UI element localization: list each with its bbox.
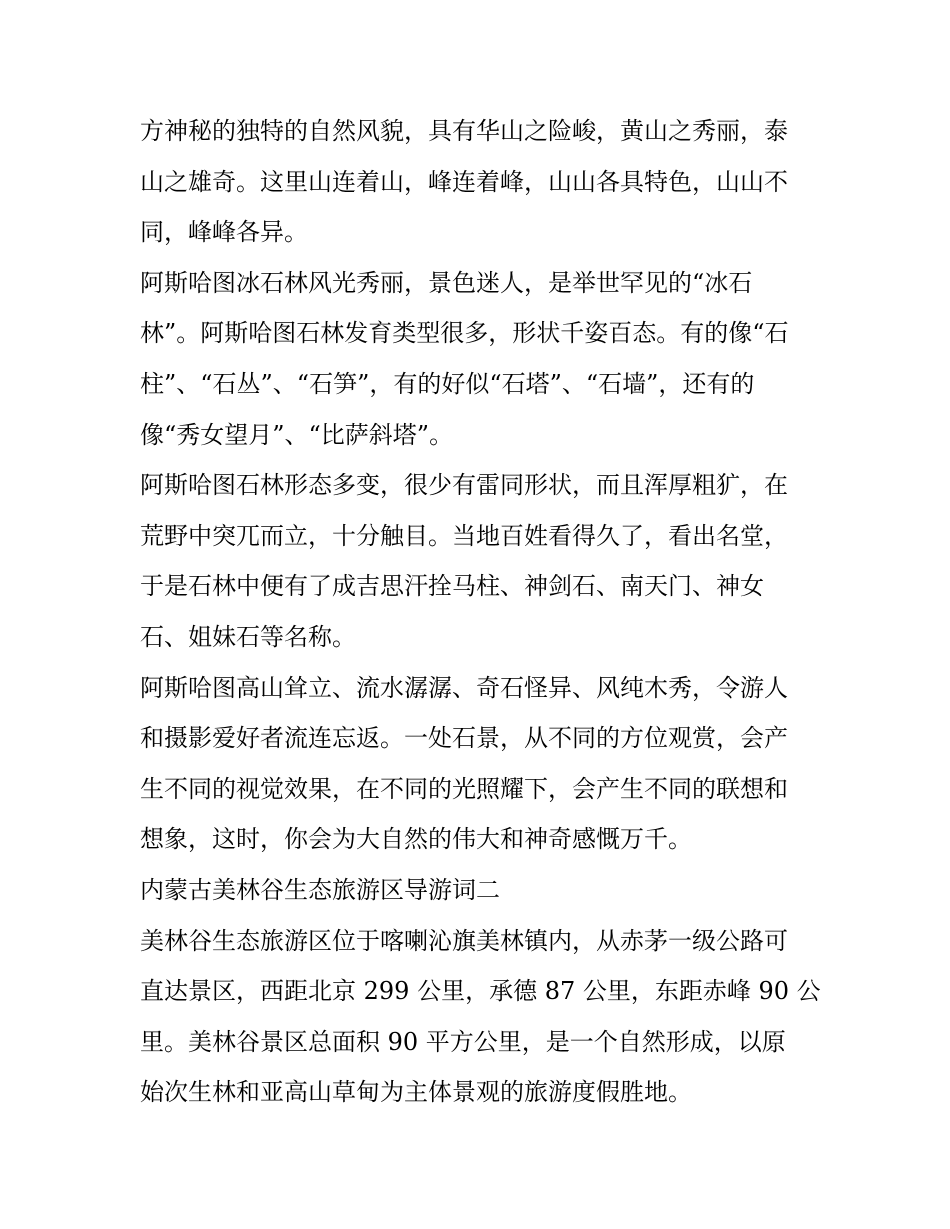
text-line: 里。美林谷景区总面积 90 平方公里，是一个自然形成，以原: [140, 1027, 786, 1056]
text-line: 同，峰峰各异。: [140, 218, 308, 247]
text-line: 美林谷生态旅游区位于喀喇沁旗美林镇内，从赤茅一级公路可: [140, 926, 788, 955]
document-body: [140, 106, 821, 1118]
text-line: 阿斯哈图石林形态多变，很少有雷同形状，而且浑厚粗犷，在: [140, 471, 788, 500]
text-line: 和摄影爱好者流连忘返。一处石景，从不同的方位观赏，会产: [140, 724, 788, 753]
text-line: 石、姐妹石等名称。: [140, 622, 356, 651]
text-line: 山之雄奇。这里山连着山，峰连着峰，山山各具特色，山山不: [140, 167, 788, 196]
text-line: 想象，这时，你会为大自然的伟大和神奇感慨万千。: [140, 825, 692, 854]
text-line: 像“秀女望月”、“比萨斜塔”。: [140, 420, 454, 449]
text-line: 始次生林和亚高山草甸为主体景观的旅游度假胜地。: [140, 1078, 692, 1107]
text-line: 于是石林中便有了成吉思汗拴马柱、神剑石、南天门、神女: [140, 572, 764, 601]
text-line: 荒野中突兀而立，十分触目。当地百姓看得久了，看出名堂，: [140, 521, 788, 550]
text-line: 方神秘的独特的自然风貌，具有华山之险峻，黄山之秀丽，泰: [140, 117, 788, 145]
text-line: 林”。阿斯哈图石林发育类型很多，形状千姿百态。有的像“石: [140, 319, 789, 348]
text-line: 柱”、“石丛”、“石笋”，有的好似“石塔”、“石墙”，还有的: [140, 369, 755, 398]
text-line: 直达景区，西距北京 299 公里，承德 87 公里，东距赤峰 90 公: [140, 977, 821, 1006]
text-line: 阿斯哈图冰石林风光秀丽，景色迷人，是举世罕见的“冰石: [140, 268, 753, 297]
text-line: 生不同的视觉效果，在不同的光照耀下，会产生不同的联想和: [140, 774, 788, 803]
text-line: 阿斯哈图高山耸立、流水潺潺、奇石怪异、风纯木秀，令游人: [140, 673, 788, 702]
section-heading: 内蒙古美林谷生态旅游区导游词二: [140, 875, 500, 904]
